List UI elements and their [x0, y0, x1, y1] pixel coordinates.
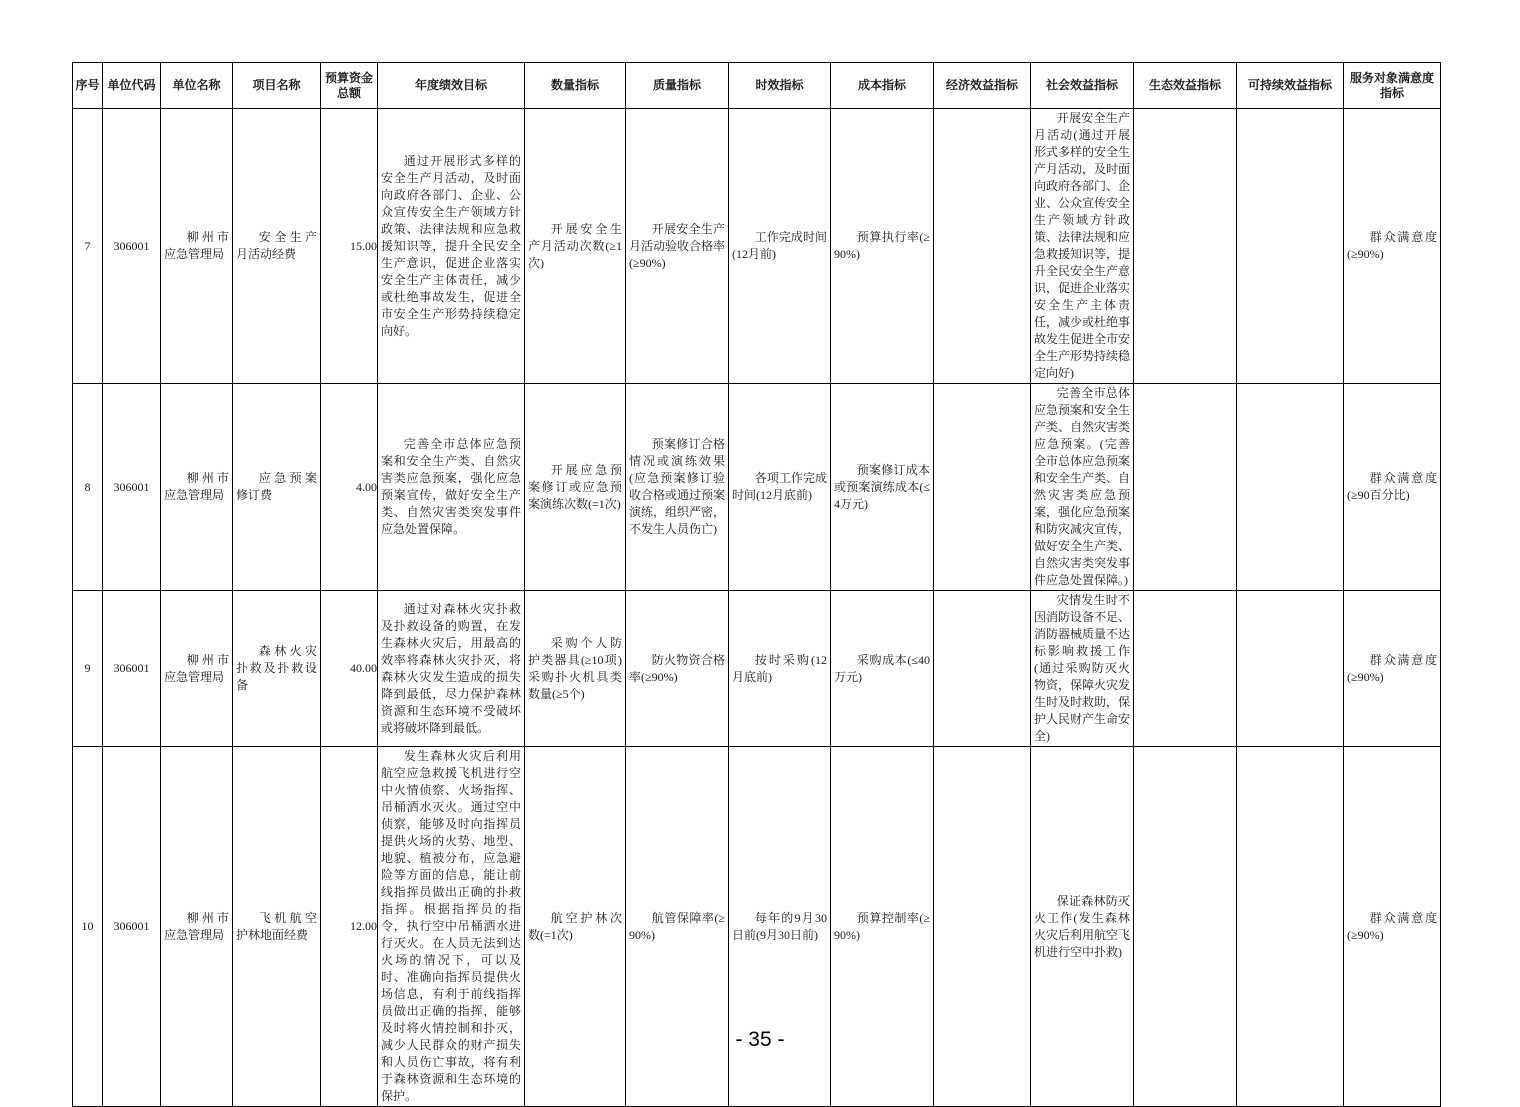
- cell-seq: 7: [73, 109, 103, 384]
- cell-text: 群众满意度(≥90百分比): [1347, 471, 1437, 502]
- cell-economic-indicator: [934, 384, 1031, 591]
- cell-unit-name: [161, 747, 233, 1107]
- col-header-ecological-indicator: 生态效益指标: [1134, 63, 1237, 109]
- col-header-social-indicator: 社会效益指标: [1031, 63, 1134, 109]
- cell-timeliness-indicator: [729, 109, 831, 384]
- cell-seq: 9: [73, 591, 103, 747]
- cell-quantity-indicator: [525, 747, 626, 1107]
- cell-text: 通过对森林火灾扑救及扑救设备的购置，在发生森林火灾后，用最高的效率将森林火灾扑灭，将森林火灾发生造成的损失降到最低，尽力保护森林资源和生态环境不受破坏或将破坏降到最低。: [381, 601, 521, 735]
- cell-text: 安全生产月活动经费: [236, 230, 317, 261]
- cell-text: 航管保障率(≥90%): [629, 910, 725, 942]
- cell-text: 灾情发生时不因消防设备不足、消防器械质量不达标影响救援工作(通过采购防灭火物资，保障火灾发生时及时救助，保护人民财产生命安全): [1034, 593, 1131, 743]
- cell-annual-goal: [378, 747, 525, 1107]
- cell-unit-name: [161, 109, 233, 384]
- cell-social-indicator: [1031, 384, 1134, 591]
- cell-unit-code: 306001: [103, 384, 161, 591]
- table-row: [73, 747, 1441, 1107]
- cell-social-indicator: [1031, 109, 1134, 384]
- col-header-unit-name: 单位名称: [161, 63, 233, 109]
- cell-timeliness-indicator: [729, 747, 831, 1107]
- cell-text: 预算执行率(≥90%): [834, 230, 930, 261]
- cell-text: 群众满意度(≥90%): [1347, 230, 1437, 261]
- col-header-budget-total: 预算资金总额: [321, 63, 378, 109]
- cell-sustainable-indicator: [1237, 384, 1344, 591]
- cell-text: 开展安全生产月活动次数(≥1次): [528, 221, 622, 270]
- cell-text: 应急预案修订费: [236, 471, 317, 502]
- cell-sustainable-indicator: [1237, 747, 1344, 1107]
- cell-sustainable-indicator: [1237, 109, 1344, 384]
- cell-text: 柳州市应急管理局: [164, 652, 229, 684]
- cell-budget-total: 4.00: [321, 384, 378, 591]
- cell-unit-name: [161, 384, 233, 591]
- cell-ecological-indicator: [1134, 591, 1237, 747]
- cell-text: 发生森林火灾后利用航空应急救援飞机进行空中火情侦察、火场指挥、吊桶洒水灭火。通过空中侦察，能够及时向指挥员提供火场的火势、地型、地貌、植被分布，应急避险等方面的信息，能让前线指挥员做出正确的扑救指挥。根据指挥员的指令，执行空中吊桶洒水进行灭火。在人员无法到达火场的情况下，可以及时、准确向指挥员提供火场信息，有利于前线指挥员做出正确的指挥，能够及时将火情控制和扑灭，减少人民群众的财产损失和人员伤亡事故，将有利于森林资源和生态环境的保护。: [381, 749, 521, 1103]
- cell-text: 群众满意度(≥90%): [1347, 910, 1437, 942]
- cell-seq: 8: [73, 384, 103, 591]
- cell-project-name: [233, 591, 321, 747]
- cell-seq: 10: [73, 747, 103, 1107]
- cell-quantity-indicator: [525, 384, 626, 591]
- cell-text: 柳州市应急管理局: [164, 471, 229, 502]
- cell-text: 各项工作完成时间(12月底前): [732, 471, 827, 502]
- cell-text: 采购成本(≤40万元): [834, 652, 930, 684]
- cell-text: 防火物资合格率(≥90%): [629, 652, 725, 684]
- cell-economic-indicator: [934, 747, 1031, 1107]
- cell-annual-goal: [378, 109, 525, 384]
- col-header-satisfaction-indicator: 服务对象满意度指标: [1344, 63, 1441, 109]
- col-header-economic-indicator: 经济效益指标: [934, 63, 1031, 109]
- cell-satisfaction-indicator: [1344, 747, 1441, 1107]
- cell-cost-indicator: [831, 384, 934, 591]
- cell-unit-code: 306001: [103, 591, 161, 747]
- col-header-timeliness-indicator: 时效指标: [729, 63, 831, 109]
- cell-quantity-indicator: [525, 591, 626, 747]
- cell-quality-indicator: [626, 591, 729, 747]
- cell-timeliness-indicator: [729, 384, 831, 591]
- cell-quality-indicator: [626, 109, 729, 384]
- cell-unit-code: 306001: [103, 109, 161, 384]
- cell-quality-indicator: [626, 747, 729, 1107]
- cell-text: 预算控制率(≥90%): [834, 910, 930, 942]
- page-number: - 35 -: [735, 1028, 785, 1051]
- cell-satisfaction-indicator: [1344, 384, 1441, 591]
- cell-economic-indicator: [934, 109, 1031, 384]
- cell-ecological-indicator: [1134, 747, 1237, 1107]
- cell-text: 保证森林防灭火工作(发生森林火灾后利用航空飞机进行空中扑救): [1034, 893, 1131, 959]
- cell-project-name: [233, 384, 321, 591]
- performance-targets-table: [72, 62, 1441, 1107]
- cell-text: 每年的9月30日前(9月30日前): [732, 910, 827, 942]
- cell-text: 航空护林次数(=1次): [528, 910, 622, 942]
- cell-sustainable-indicator: [1237, 591, 1344, 747]
- cell-text: 采购个人防护类器具(≥10项) 采购扑火机具类数量(≥5个): [528, 635, 622, 701]
- cell-timeliness-indicator: [729, 591, 831, 747]
- cell-text: 完善全市总体应急预案和安全生产类、自然灾害类应急预案，强化应急预案宣传，做好安全生产类、自然灾害类突发事件应急处置保障。: [381, 437, 521, 536]
- cell-project-name: [233, 109, 321, 384]
- cell-text: 按时采购(12月底前): [732, 652, 827, 684]
- cell-text: 群众满意度(≥90%): [1347, 652, 1437, 684]
- col-header-quality-indicator: 质量指标: [626, 63, 729, 109]
- cell-text: 预案修订合格情况或演练效果(应急预案修订验收合格或通过预案演练，组织严密，不发生人员伤亡): [629, 437, 726, 536]
- cell-annual-goal: [378, 591, 525, 747]
- cell-economic-indicator: [934, 591, 1031, 747]
- col-header-seq: 序号: [73, 63, 103, 109]
- col-header-sustainable-indicator: 可持续效益指标: [1237, 63, 1344, 109]
- cell-text: 完善全市总体应急预案和安全生产类、自然灾害类应急预案。(完善全市总体应急预案和安全生产类、自然灾害类应急预案，强化应急预案和防灾减灾宣传，做好安全生产类、自然灾害类突发事件应急处置保障。): [1034, 386, 1131, 587]
- cell-text: 工作完成时间(12月前): [732, 230, 827, 261]
- cell-quantity-indicator: [525, 109, 626, 384]
- cell-project-name: [233, 747, 321, 1107]
- cell-text: 开展安全生产月活动验收合格率(≥90%): [629, 221, 726, 270]
- cell-annual-goal: [378, 384, 525, 591]
- cell-ecological-indicator: [1134, 109, 1237, 384]
- col-header-quantity-indicator: 数量指标: [525, 63, 626, 109]
- cell-social-indicator: [1031, 591, 1134, 747]
- table-row: [73, 591, 1441, 747]
- cell-budget-total: 40.00: [321, 591, 378, 747]
- cell-text: 柳州市应急管理局: [164, 230, 229, 261]
- col-header-unit-code: 单位代码: [103, 63, 161, 109]
- cell-cost-indicator: [831, 747, 934, 1107]
- cell-text: 通过开展形式多样的安全生产月活动，及时面向政府各部门、企业、公众宣传安全生产领域方针政策、法律法规和应急救援知识等，提升全民安全生产意识，促进企业落实安全生产主体责任，减少或杜绝事故发生，促进全市安全生产形势持续稳定向好。: [381, 153, 521, 338]
- cell-cost-indicator: [831, 591, 934, 747]
- cell-ecological-indicator: [1134, 384, 1237, 591]
- cell-text: 开展安全生产月活动(通过开展形式多样的安全生产月活动，及时面向政府各部门、企业、公众宣传安全生产领域方针政策、法律法规和应急救援知识等，提升全民安全生产意识，促进企业落实安全生产主体责任，减少或杜绝事故发生促进全市安全生产形势持续稳定向好): [1034, 111, 1131, 380]
- cell-text: 开展应急预案修订或应急预案演练次数(=1次): [528, 462, 622, 511]
- col-header-cost-indicator: 成本指标: [831, 63, 934, 109]
- cell-unit-code: 306001: [103, 747, 161, 1107]
- cell-quality-indicator: [626, 384, 729, 591]
- table-row: [73, 109, 1441, 384]
- cell-satisfaction-indicator: [1344, 591, 1441, 747]
- cell-text: 飞机航空护林地面经费: [236, 910, 317, 942]
- cell-text: 预案修订成本或预案演练成本(≤4万元): [834, 462, 930, 511]
- cell-text: 森林火灾扑救及扑救设备: [236, 644, 317, 692]
- table-header-row: [73, 63, 1441, 109]
- cell-text: 柳州市应急管理局: [164, 910, 229, 942]
- cell-budget-total: 15.00: [321, 109, 378, 384]
- col-header-project-name: 项目名称: [233, 63, 321, 109]
- cell-cost-indicator: [831, 109, 934, 384]
- cell-budget-total: 12.00: [321, 747, 378, 1107]
- col-header-annual-goal: 年度绩效目标: [378, 63, 525, 109]
- table-row: [73, 384, 1441, 591]
- cell-unit-name: [161, 591, 233, 747]
- cell-satisfaction-indicator: [1344, 109, 1441, 384]
- cell-social-indicator: [1031, 747, 1134, 1107]
